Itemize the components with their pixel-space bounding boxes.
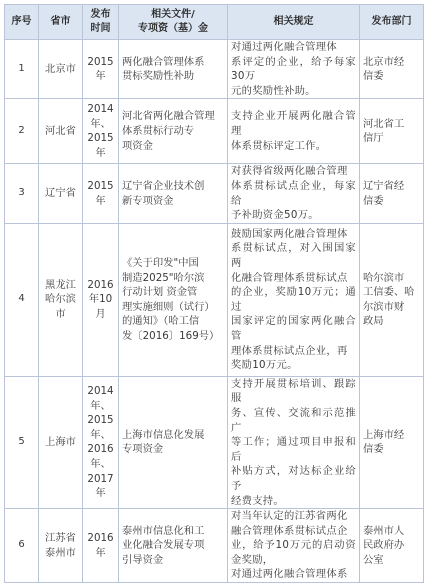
cell-regulation: 对获得省级两化融合管理 体系贯标试点企业，每家给 予补助资金50万。 <box>228 164 360 223</box>
header-regulation: 相关规定 <box>228 5 360 40</box>
header-department: 发布部门 <box>360 5 424 40</box>
header-time: 发布 时间 <box>83 5 119 40</box>
cell-index: 1 <box>5 40 39 99</box>
cell-regulation: 鼓励国家两化融合管理体 系贯标试点，对入围国家两 化融合管理体系贯标试点 的企业，奖励10万元；通过 国家评定的国家两化融合管 理体系贯标试点企业，再 奖励10万元。 <box>228 223 360 376</box>
header-province: 省市 <box>39 5 83 40</box>
cell-department: 辽宁省经 信委 <box>360 164 424 223</box>
table-row <box>5 99 424 164</box>
cell-regulation: 支持开展贯标培训、跟踪服 务、宣传、交流和示范推广 等工作；通过项目申报和后 补贴方式，对达标企业给予 经费支持。 <box>228 376 360 508</box>
cell-document: 河北省两化融合管理 体系贯标行动专 项资金 <box>119 99 228 164</box>
cell-index: 3 <box>5 164 39 223</box>
cell-regulation: 支持企业开展两化融合管理 体系贯标评定工作。 <box>228 99 360 164</box>
cell-time: 2016 年 <box>83 509 119 583</box>
header-index: 序号 <box>5 5 39 40</box>
table-header <box>5 5 424 40</box>
header-document: 相关文件/ 专项资（基）金 <box>119 5 228 40</box>
table-row <box>5 223 424 376</box>
cell-department: 上海市经 信委 <box>360 376 424 508</box>
header-row <box>5 5 424 40</box>
cell-province: 辽宁省 <box>39 164 83 223</box>
cell-time: 2015年 <box>83 40 119 99</box>
cell-index: 2 <box>5 99 39 164</box>
cell-regulation: 对通过两化融合管理体 系评定的企业，给予每家30万 元的奖励性补助。 <box>228 40 360 99</box>
table-body <box>5 40 424 583</box>
cell-department: 哈尔滨市 工信委、哈 尔滨市财 政局 <box>360 223 424 376</box>
cell-document: 辽宁省企业技术创 新专项资金 <box>119 164 228 223</box>
cell-time: 2014 年、 2015 年、 2016 年、 2017 年 <box>83 376 119 508</box>
cell-index: 6 <box>5 509 39 583</box>
cell-province: 上海市 <box>39 376 83 508</box>
cell-province: 江苏省 泰州市 <box>39 509 83 583</box>
cell-department: 河北省工 信厅 <box>360 99 424 164</box>
cell-index: 5 <box>5 376 39 508</box>
cell-document: 两化融合管理体系 贯标奖励性补助 <box>119 40 228 99</box>
policy-table <box>4 4 424 583</box>
cell-document: 泰州市信息化和工 业化融合发展专项 引导资金 <box>119 509 228 583</box>
cell-province: 河北省 <box>39 99 83 164</box>
table-row <box>5 40 424 99</box>
cell-province: 黑龙江 哈尔滨 市 <box>39 223 83 376</box>
table-row <box>5 164 424 223</box>
cell-department: 北京市经 信委 <box>360 40 424 99</box>
cell-time: 2016 年10 月 <box>83 223 119 376</box>
cell-time: 2015年 <box>83 164 119 223</box>
cell-document: 上海市信息化发展 专项资金 <box>119 376 228 508</box>
cell-province: 北京市 <box>39 40 83 99</box>
table-row <box>5 376 424 508</box>
cell-index: 4 <box>5 223 39 376</box>
table-row <box>5 509 424 583</box>
cell-time: 2014 年、 2015 年 <box>83 99 119 164</box>
cell-document: 《关于印发"中国 制造2025"哈尔滨 行动计划 资金管 理实施细则（试行） 的通知》（哈工信 发〔2016〕169号） <box>119 223 228 376</box>
cell-regulation: 对当年认定的江苏省两化 融合管理体系贯标试点企 业，给予10万元的启动资金奖励， 对通过两化融合管理体系 <box>228 509 360 583</box>
cell-department: 泰州市人 民政府办 公室 <box>360 509 424 583</box>
